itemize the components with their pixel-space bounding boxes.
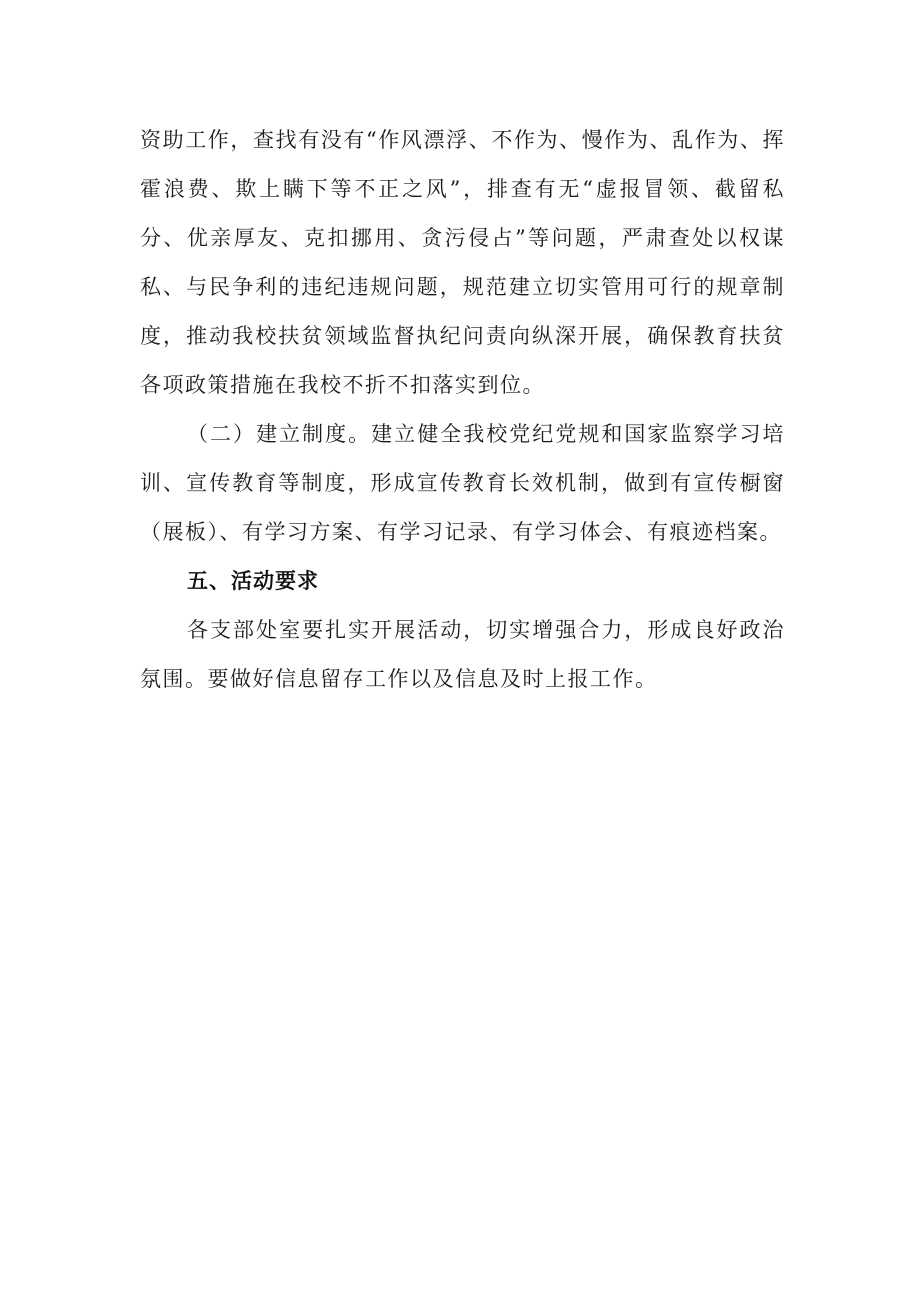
document-body <box>140 116 785 704</box>
paragraph-assistance-work: 资助工作，查找有没有“作风漂浮、不作为、慢作为、乱作为、挥霍浪费、欺上瞒下等不正之风”，排查有无“虚报冒领、截留私分、优亲厚友、克扣挪用、贪污侵占”等问题，严肃查处以权谋私、与民争利的违纪违规问题，规范建立切实管用可行的规章制度，推动我校扶贫领域监督执纪问责向纵深开展，确保教育扶贫各项政策措施在我校不折不扣落实到位。 <box>140 128 785 397</box>
section-heading-activity-requirements: 五、活动要求 <box>187 569 319 593</box>
paragraph-activity-requirements: 各支部处室要扎实开展活动，切实增强合力，形成良好政治氛围。要做好信息留存工作以及信息及时上报工作。 <box>140 618 785 691</box>
paragraph-establish-system: （二）建立制度。建立健全我校党纪党规和国家监察学习培训、宣传教育等制度，形成宣传教育长效机制，做到有宣传橱窗（展板）、有学习方案、有学习记录、有学习体会、有痕迹档案。 <box>140 422 785 544</box>
